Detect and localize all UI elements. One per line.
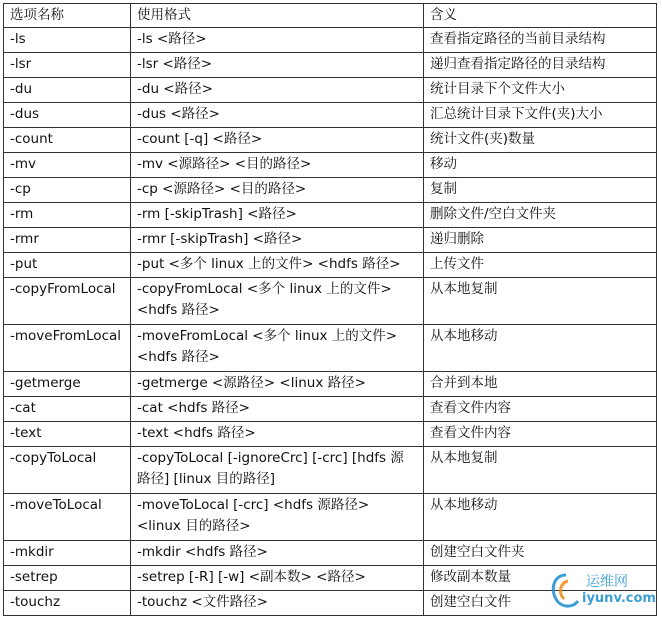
option-cell: -count [4,128,131,153]
table-row [4,128,657,153]
format-cell: -lsr <路径> [131,53,424,78]
meaning-cell: 从本地复制 [424,278,657,325]
option-cell: -put [4,253,131,278]
meaning-cell: 上传文件 [424,253,657,278]
option-cell: -mkdir [4,541,131,566]
table-row [4,278,657,325]
option-cell: -mv [4,153,131,178]
table-row [4,28,657,53]
format-cell: -setrep [-R] [-w] <副本数> <路径> [131,566,424,591]
meaning-cell: 查看指定路径的当前目录结构 [424,28,657,53]
table-row [4,397,657,422]
site-watermark [546,569,656,615]
table-row [4,253,657,278]
hdfs-command-table [3,3,657,616]
format-cell: -mv <源路径> <目的路径> [131,153,424,178]
table-row [4,447,657,494]
table-row [4,422,657,447]
header-option-name: 选项名称 [4,4,131,28]
meaning-cell: 查看文件内容 [424,422,657,447]
table-header-row [4,4,657,28]
format-cell: -getmerge <源路径> <linux 路径> [131,372,424,397]
option-cell: -dus [4,103,131,128]
table-row [4,178,657,203]
meaning-cell: 创建空白文件 [424,591,657,616]
table-row [4,228,657,253]
option-cell: -setrep [4,566,131,591]
format-cell: -text <hdfs 路径> [131,422,424,447]
format-cell: -du <路径> [131,78,424,103]
header-usage-format: 使用格式 [131,4,424,28]
table-row [4,325,657,372]
option-cell: -cat [4,397,131,422]
option-cell: -text [4,422,131,447]
option-cell: -touchz [4,591,131,616]
option-cell: -moveFromLocal [4,325,131,372]
option-cell: -moveToLocal [4,494,131,541]
option-cell: -du [4,78,131,103]
format-cell: -count [-q] <路径> [131,128,424,153]
meaning-cell: 从本地移动 [424,494,657,541]
meaning-cell: 汇总统计目录下文件(夹)大小 [424,103,657,128]
meaning-cell: 创建空白文件夹 [424,541,657,566]
meaning-cell: 递归查看指定路径的目录结构 [424,53,657,78]
format-cell: -rmr [-skipTrash] <路径> [131,228,424,253]
table-row [4,372,657,397]
format-cell: -cat <hdfs 路径> [131,397,424,422]
format-cell: -ls <路径> [131,28,424,53]
option-cell: -getmerge [4,372,131,397]
option-cell: -lsr [4,53,131,78]
table-row [4,53,657,78]
format-cell: -copyFromLocal <多个 linux 上的文件> <hdfs 路径> [131,278,424,325]
table-row [4,494,657,541]
option-cell: -rm [4,203,131,228]
option-cell: -rmr [4,228,131,253]
meaning-cell: 合并到本地 [424,372,657,397]
format-cell: -put <多个 linux 上的文件> <hdfs 路径> [131,253,424,278]
table-row [4,541,657,566]
format-cell: -mkdir <hdfs 路径> [131,541,424,566]
format-cell: -moveFromLocal <多个 linux 上的文件> <hdfs 路径> [131,325,424,372]
format-cell: -rm [-skipTrash] <路径> [131,203,424,228]
meaning-cell: 移动 [424,153,657,178]
meaning-cell: 从本地移动 [424,325,657,372]
meaning-cell: 删除文件/空白文件夹 [424,203,657,228]
swirl-logo-icon [546,569,586,615]
option-cell: -cp [4,178,131,203]
meaning-cell: 递归删除 [424,228,657,253]
header-meaning: 含义 [424,4,657,28]
table-row [4,153,657,178]
watermark-domain: iyunv.com [582,591,656,606]
table-row [4,203,657,228]
meaning-cell: 查看文件内容 [424,397,657,422]
meaning-cell: 统计目录下个文件大小 [424,78,657,103]
format-cell: -touchz <文件路径> [131,591,424,616]
format-cell: -copyToLocal [-ignoreCrc] [-crc] [hdfs 源路径] [linux 目的路径] [131,447,424,494]
meaning-cell: 复制 [424,178,657,203]
option-cell: -copyToLocal [4,447,131,494]
watermark-site-name: 运维网 [586,574,628,590]
table-row [4,103,657,128]
meaning-cell: 从本地复制 [424,447,657,494]
option-cell: -ls [4,28,131,53]
command-table-wrapper [3,3,657,616]
table-row [4,78,657,103]
format-cell: -dus <路径> [131,103,424,128]
format-cell: -cp <源路径> <目的路径> [131,178,424,203]
meaning-cell: 修改副本数量 [424,566,657,591]
option-cell: -copyFromLocal [4,278,131,325]
format-cell: -moveToLocal [-crc] <hdfs 源路径> <linux 目的路径> [131,494,424,541]
meaning-cell: 统计文件(夹)数量 [424,128,657,153]
